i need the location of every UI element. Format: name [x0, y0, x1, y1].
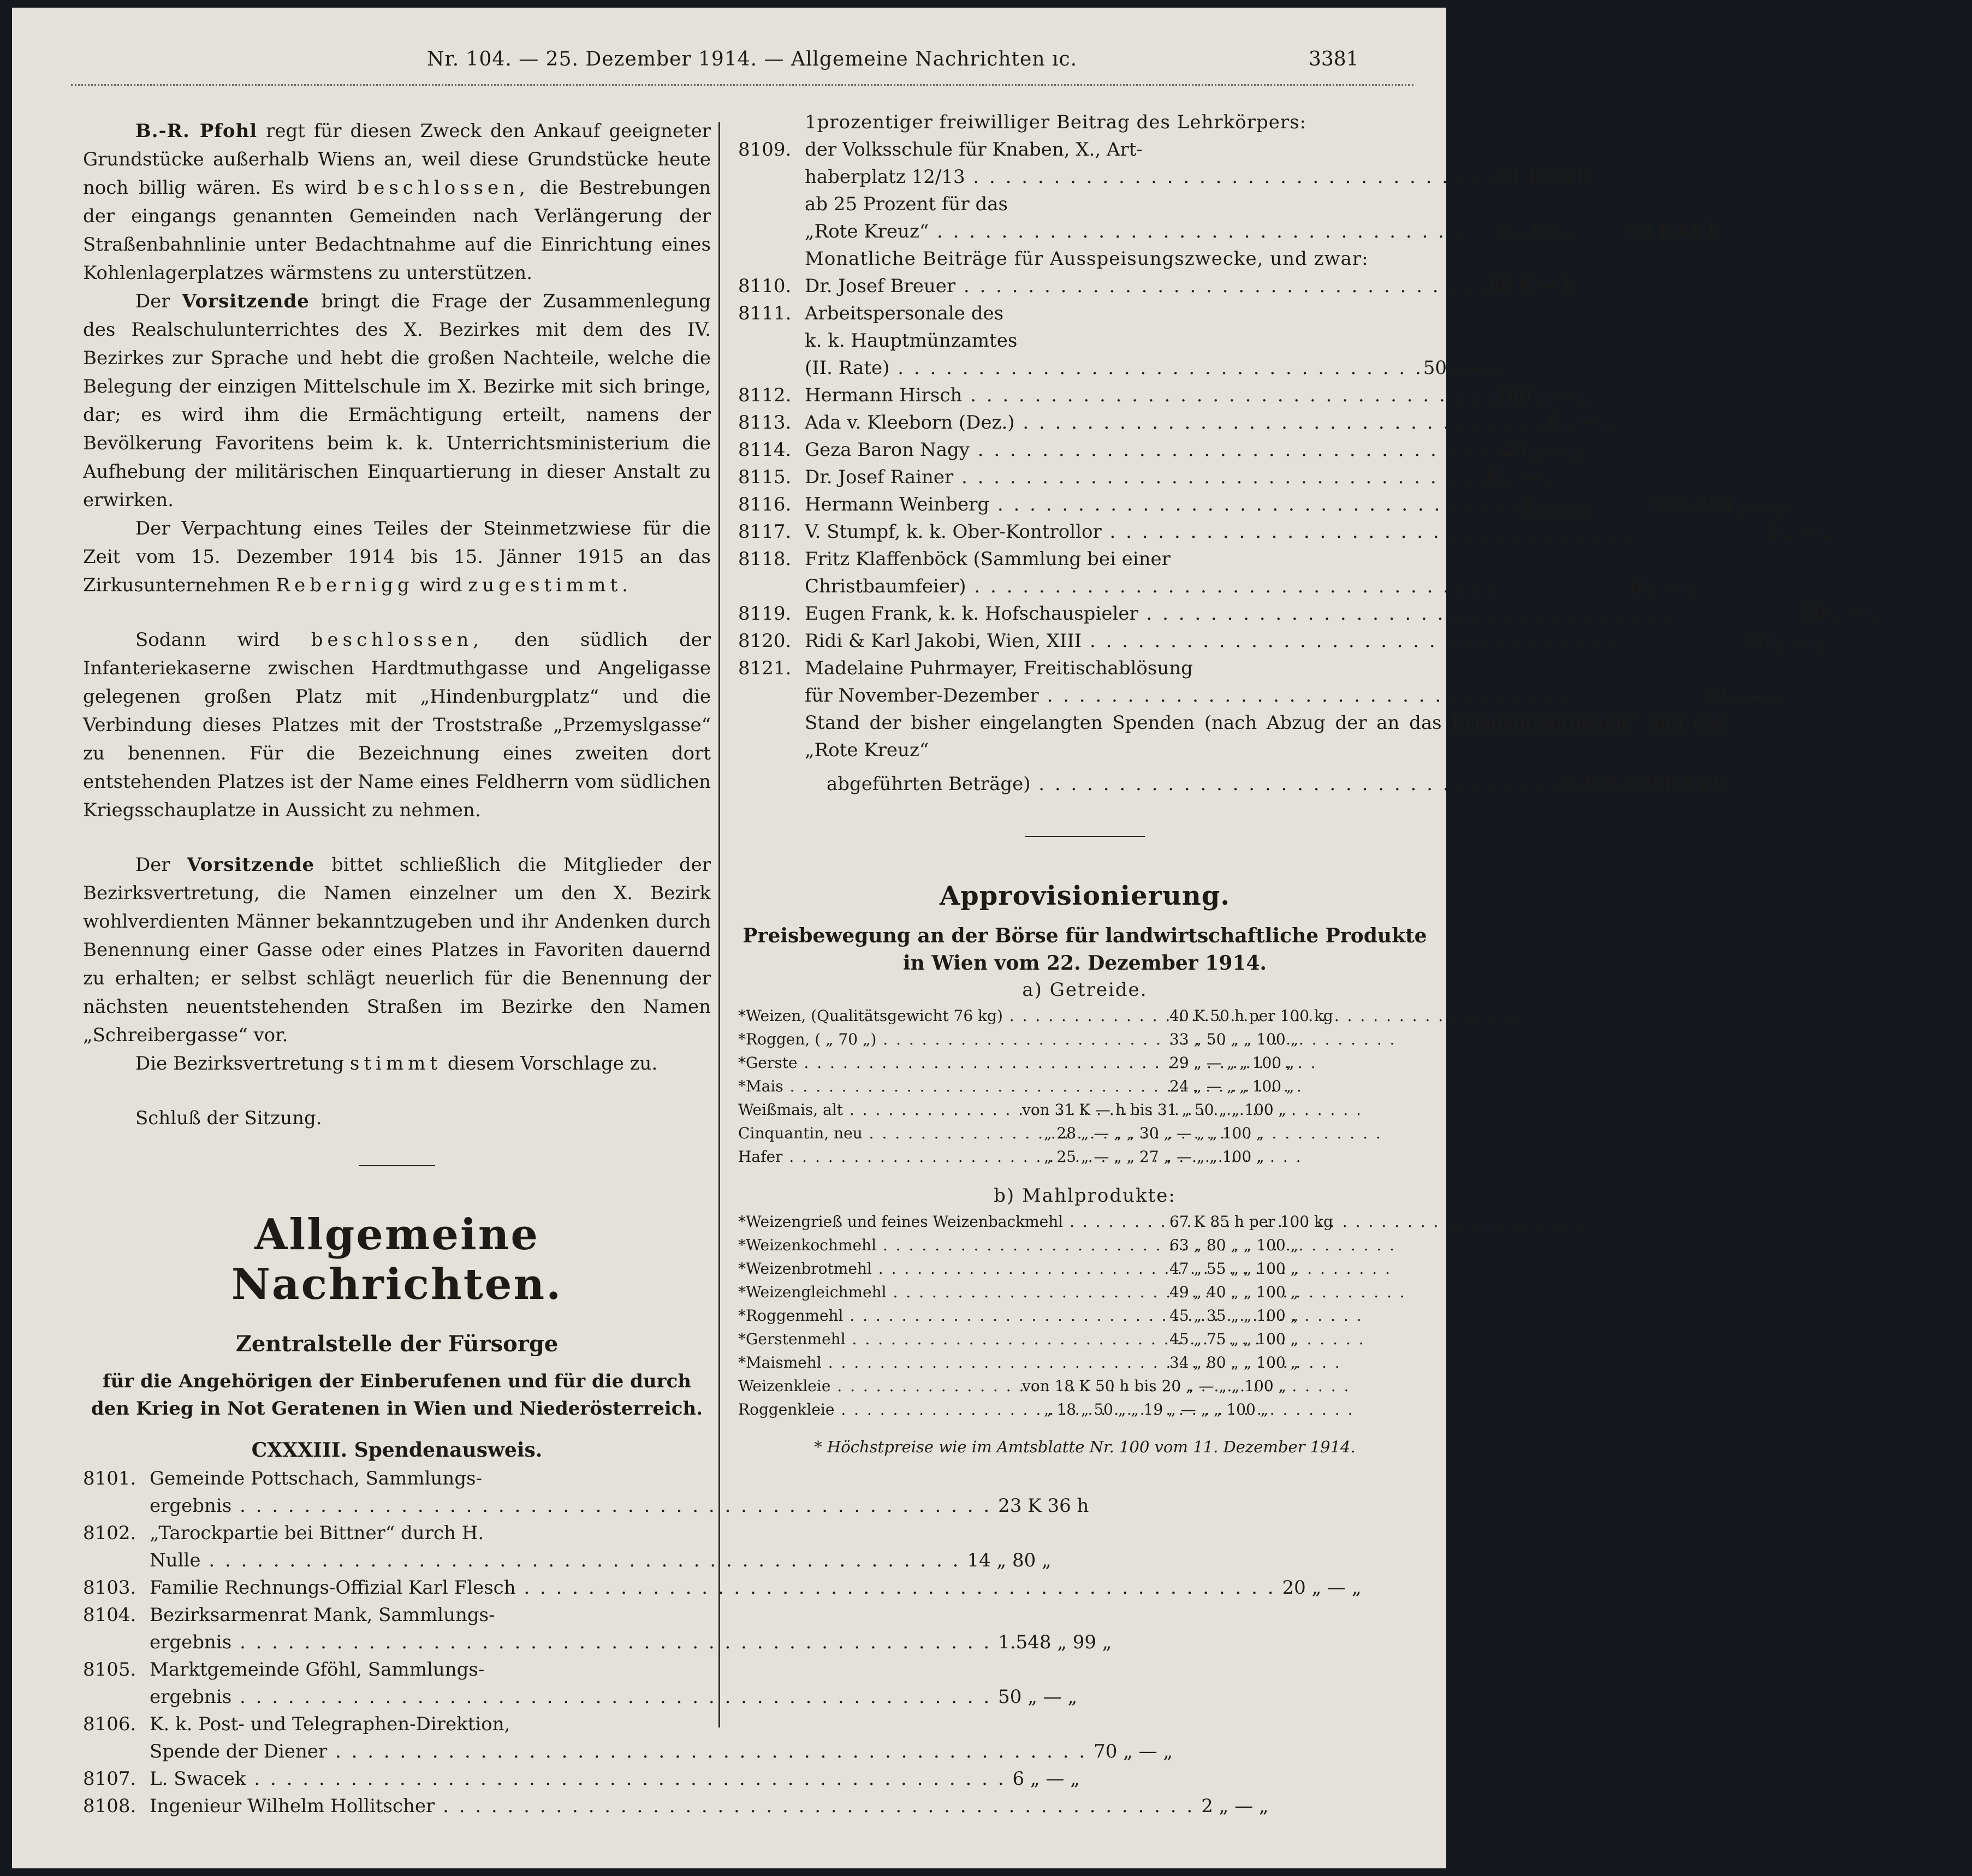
price-value: 33 „ 50 „ „ 100 „ [1169, 1030, 1299, 1048]
price-label: Hafer . . . [738, 1145, 1044, 1168]
entry-amount: 6 „ — „ [1012, 1768, 1080, 1790]
entry-label: haberplatz 12/13 . . . [805, 163, 1499, 191]
list-item [738, 272, 1575, 300]
entry-label: ergebnis . . . [150, 1629, 991, 1656]
running-header: Nr. 104. — 25. Dezember 1914. — Allgemeine Nachrichten ıc. [427, 48, 1078, 70]
list-item [738, 136, 1721, 245]
table-row [738, 1327, 1432, 1351]
entry-text: Bezirksarmenrat Mank, Sammlungs- [150, 1604, 495, 1626]
paragraph-steinmetzwiese [83, 514, 711, 599]
entry-label: für November-Dezember . . . [805, 682, 1572, 709]
entry-amount: 6 „ — „ [1487, 466, 1554, 488]
price-label: Cinquantin, neu . . . [738, 1121, 1044, 1145]
list-item [83, 1765, 1080, 1792]
entry-amount: 2 „ — „ [1201, 1795, 1269, 1817]
entry-total: 6 „ — „ [1630, 575, 1698, 597]
price-value: 67 K 85 h per 100 kg [1169, 1213, 1333, 1231]
list-item [738, 382, 1587, 409]
price-value: von 18 K 50 h bis 20 „ — „ „ 100 „ [1022, 1377, 1287, 1395]
entry-number: 8112. [738, 384, 792, 406]
summary-amount: 3,400.059 K 03 h [1564, 773, 1726, 795]
price-label: Weißmais, alt . . . [738, 1098, 1022, 1121]
entry-text: Gemeinde Pottschach, Sammlungs- [150, 1468, 483, 1489]
paragraph-text: bringt die Frage der Zusammenlegung des Realschulunterrichtes des X. Bezirkes mit dem des IV. Bezirkes zur Sprache und hebt die großen Nachteile, welche die Belegung der einzigen Mittelschule im X. Bezirke mit sich bringe, dar; es wird ihm die Ermächtigung erteilt, namens der Bevölkerung Favoritens beim k. k. Unterrichtsministerium die Aufhebung der militärischen Einquartierung in dieser Anstalt zu erwirken. [83, 290, 711, 511]
paragraph-text: Der Verpachtung eines Teiles der Steinmetzwiese für die Zeit vom 15. Dezember 1914 bis 15. Jänner 1915 an das Zirkusunternehmen [83, 518, 711, 596]
entry-label: V. Stumpf, k. k. Ober-Kontrollor . . . [805, 518, 1635, 545]
entry-number: 8102. [83, 1522, 136, 1544]
entry-number: 8117. [738, 521, 792, 543]
price-label: Roggenkleie . . . [738, 1398, 1044, 1421]
list-item [83, 1574, 1362, 1601]
price-value: 63 „ 80 „ „ 100 „ [1169, 1236, 1299, 1254]
footnote: * Höchstpreise wie im Amtsblatte Nr. 100 vom 11. Dezember 1914. [814, 1438, 1356, 1456]
entry-number: 8114. [738, 439, 792, 461]
price-label: *Weizengleichmehl . . . [738, 1280, 1169, 1304]
price-label: Weizenkleie . . . [738, 1374, 1022, 1398]
entry-text: „Tarockpartie bei Bittner“ durch H. [150, 1522, 484, 1544]
entry-text: Fritz Klaffenböck (Sammlung bei einer [805, 548, 1171, 570]
paragraph-text: die Bestrebungen der eingangs genannten Gemeinden nach Verlängerung der Straßenbahnlinie unter Bedachtnahme auf die Einrichtung eines Kohlenlagerplatzes wärmstens zu unterstützen. [83, 177, 711, 284]
table-row [738, 1145, 1432, 1168]
entry-number: 8118. [738, 548, 792, 570]
entry-text: ab 25 Prozent für das [805, 193, 1008, 215]
table-row [738, 1028, 1432, 1051]
price-label: *Gerste . . . [738, 1051, 1169, 1074]
entry-text: k. k. Hauptmünzamtes [805, 330, 1018, 352]
entry-number: 8107. [83, 1768, 136, 1790]
spaced-word: stimmt [349, 1053, 442, 1074]
list-item [83, 1656, 1078, 1711]
entry-label: ergebnis . . . [150, 1683, 991, 1711]
entry-total: 23 K 48 h [1629, 221, 1721, 242]
entry-total: 50 „ — „ [1803, 603, 1882, 625]
list-item [738, 627, 1826, 655]
subsection-subtitle: für die Angehörigen der Einberufenen und für die durch den Krieg in Not Geratenen in Wien und Niederösterreich. [91, 1370, 703, 1420]
entry-label: Hermann Hirsch . . . [805, 382, 1496, 409]
paragraph-text: Der [135, 854, 170, 876]
entry-number: 8115. [738, 466, 792, 488]
spaced-word: Rebernigg [276, 574, 414, 596]
entry-amount: 6 „ — „ [1523, 494, 1590, 515]
header-rule [71, 84, 1413, 86]
paragraph-schluss: Schluß der Sitzung. [135, 1107, 322, 1129]
price-value: 47 „ 55 „ „ 100 „ [1169, 1260, 1299, 1278]
entry-amount: 7 „ 82 „ [1498, 221, 1571, 242]
price-label: *Weizengrieß und feines Weizenbackmehl . . . [738, 1210, 1169, 1233]
entry-amount: 20 „ — „ [1282, 1577, 1362, 1599]
entry-number: 8105. [83, 1659, 136, 1681]
section-divider [359, 1165, 435, 1166]
stand-summary [738, 709, 1726, 798]
list-item [738, 655, 1783, 709]
entry-number: 8116. [738, 494, 792, 515]
paragraph-text: wird [419, 574, 462, 596]
entry-number: 8110. [738, 275, 792, 297]
entry-label: ergebnis . . . [150, 1492, 991, 1519]
table-row [738, 1351, 1432, 1374]
entry-amount: 50 „ — „ [1423, 357, 1502, 379]
table-row [738, 1374, 1432, 1398]
entry-number: 8104. [83, 1604, 136, 1626]
table-row [738, 1280, 1432, 1304]
price-value: von 31 K — h bis 31 „ 50 „ „ 100 „ [1022, 1101, 1287, 1119]
spaced-word: beschlossen, [357, 177, 530, 199]
speaker-name: Vorsitzende [187, 854, 315, 876]
entry-label: Christbaumfeier) . . . [805, 573, 1500, 600]
entry-label: „Rote Kreuz“ . . . [805, 218, 1499, 245]
price-label: *Weizenkochmehl . . . [738, 1233, 1169, 1257]
entry-amount: 6 „ — „ [1548, 412, 1616, 434]
list-item [83, 1711, 1173, 1765]
entry-amount: 50 „ — „ [998, 1686, 1078, 1708]
entry-amount: 14 „ 80 „ [967, 1550, 1052, 1571]
paragraph-text: Der [135, 290, 170, 312]
price-label: *Mais . . . [738, 1074, 1169, 1098]
price-value: 24 „ — „ „ 100 „ [1169, 1077, 1294, 1095]
paragraph-pfohl [83, 117, 711, 287]
entry-label: Nulle . . . [150, 1547, 960, 1574]
table-row [738, 1051, 1432, 1074]
entry-amount: 23 K 36 h [998, 1495, 1089, 1517]
entry-number: 8113. [738, 412, 792, 434]
entry-number: 8101. [83, 1468, 136, 1489]
list-item [83, 1601, 1112, 1656]
price-label: *Weizenbrotmehl . . . [738, 1257, 1169, 1280]
entry-number: 8106. [83, 1713, 136, 1735]
list-item [738, 300, 1502, 382]
table-row [738, 1004, 1432, 1028]
spaced-word: zugestimmt. [468, 574, 632, 596]
list-item [83, 1465, 1089, 1519]
paragraph-hindenburgplatz [83, 626, 711, 824]
list-subheading: 1prozentiger freiwilliger Beitrag des Lehrkörpers: [805, 111, 1307, 133]
summary-text: Stand der bisher eingelangten Spenden (nach Abzug der an das Kriegsfürsorgeamt“ und das „Rote Kreuz“ [805, 712, 1726, 761]
list-item [738, 518, 1834, 545]
entry-number: 8120. [738, 630, 792, 652]
price-value: „ 25 „ — „ „ 27 „ — „ „ 100 „ [1044, 1148, 1264, 1166]
spaced-word: beschlossen, [311, 629, 484, 651]
price-label: *Weizen, (Qualitätsgewicht 76 kg) . . . [738, 1004, 1169, 1028]
price-value: 34 „ 80 „ „ 100 „ [1169, 1353, 1299, 1372]
mahl-table [738, 1210, 1432, 1421]
right-column [738, 109, 1882, 1456]
list-item [83, 1792, 1269, 1820]
price-value: 45 „ 35 „ „ 100 „ [1169, 1307, 1299, 1325]
price-value: 45 „ 75 „ „ 100 „ [1169, 1330, 1299, 1348]
entry-amount: 60 K — h [1489, 275, 1575, 297]
entry-label: L. Swacek . . . [150, 1765, 1006, 1792]
price-value: 49 „ 40 „ „ 100 „ [1169, 1283, 1299, 1301]
subsection-heading: Zentralstelle der Fürsorge [235, 1331, 559, 1357]
paragraph-text: regt für diesen Zweck den Ankauf geeigneter Grundstücke außerhalb Wiens an, weil diese Grundstücke heute noch billig wären. Es wird [83, 120, 711, 199]
table-row [738, 1098, 1432, 1121]
table-row [738, 1074, 1432, 1098]
list-subheading: Monatliche Beiträge für Ausspeisungszwecke, und zwar: [805, 248, 1369, 270]
price-value: „ 18 „ 50 „ „ 19 „ — „ „ 100 „ [1044, 1400, 1269, 1418]
entry-number: 8108. [83, 1795, 136, 1817]
list-item [738, 545, 1698, 600]
entry-amount: 25 „ — „ [1503, 439, 1583, 461]
list-item [83, 1519, 1052, 1574]
entry-label: Ridi & Karl Jakobi, Wien, XIII . . . [805, 627, 1615, 655]
entry-label: Hermann Weinberg . . . [805, 491, 1523, 518]
entry-label: Geza Baron Nagy . . . [805, 436, 1503, 464]
list-item [738, 464, 1554, 491]
section-divider [1025, 836, 1145, 837]
entry-label: Dr. Josef Rainer . . . [805, 464, 1487, 491]
price-value: 29 „ — „ „ 100 „ [1169, 1054, 1294, 1072]
entry-text: Marktgemeinde Gföhl, Sammlungs- [150, 1659, 485, 1681]
paragraph-text: diesem Vorschlage zu. [447, 1053, 658, 1074]
entry-label: Familie Rechnungs-Offizial Karl Flesch . . . [150, 1574, 1276, 1601]
entry-total: 5 „ — „ [1766, 521, 1834, 543]
list-item [738, 600, 1882, 627]
speaker-name: B.-R. Pfohl [135, 120, 258, 142]
entry-amount: 100 „ — „ [1495, 384, 1587, 406]
entry-number: 8109. [738, 139, 792, 161]
price-label: *Roggenmehl . . . [738, 1304, 1169, 1327]
entry-label: Ingenieur Wilhelm Hollitscher . . . [150, 1792, 1195, 1820]
list-item [738, 436, 1583, 464]
entry-number: 8121. [738, 657, 792, 679]
entry-number: 8111. [738, 302, 792, 324]
entry-label: Ada v. Kleeborn (Dez.) . . . [805, 409, 1548, 436]
speaker-name: Vorsitzende [182, 290, 310, 312]
entry-total: 12 „ — „ [1703, 685, 1783, 707]
table-row [738, 1398, 1432, 1421]
price-label: *Maismehl . . . [738, 1351, 1169, 1374]
getreide-table [738, 1004, 1432, 1168]
entry-text: Arbeitspersonale des [805, 302, 1004, 324]
section-heading: Allgemeine Nachrichten. [231, 1210, 563, 1309]
entry-number: 8103. [83, 1577, 136, 1599]
table-row [738, 1304, 1432, 1327]
entry-total: 50 „ — „ [1746, 630, 1826, 652]
table-row [738, 1257, 1432, 1280]
summary-label: abgeführten Beträge) . . . [805, 770, 1564, 798]
price-label: *Roggen, ( „ 70 „) . . . [738, 1028, 1169, 1051]
section-heading: Approvisionierung. [939, 881, 1231, 911]
table-row [738, 1121, 1432, 1145]
list-heading: CXXXIII. Spendenausweis. [251, 1439, 543, 1462]
donation-list [83, 1465, 1362, 1820]
page-number: 3381 [1309, 48, 1359, 70]
list-item [738, 491, 1788, 518]
entry-amount: 31 K 30 h [1498, 166, 1590, 188]
paragraph-realschule [83, 287, 711, 514]
table-heading: a) Getreide. [1022, 979, 1148, 1001]
entry-total: zus. 253 „ — „ [1654, 494, 1788, 515]
price-label: *Gerstenmehl . . . [738, 1327, 1169, 1351]
newspaper-page [12, 8, 1882, 1868]
entry-label: Dr. Josef Breuer . . . [805, 272, 1489, 300]
table-row [738, 1233, 1432, 1257]
entry-amount: 1.548 „ 99 „ [998, 1631, 1112, 1653]
entry-number: 8119. [738, 603, 792, 625]
entry-label: Spende der Diener . . . [150, 1738, 1087, 1765]
entry-text: Madelaine Puhrmayer, Freitischablösung [805, 657, 1193, 679]
entry-label: Eugen Frank, k. k. Hofschauspieler . . . [805, 600, 1672, 627]
price-value: 40 K 50 h per 100 kg [1169, 1007, 1333, 1025]
price-value: „ 28 „ — „ „ 30 „ — „ „ 100 „ [1044, 1124, 1264, 1142]
paragraph-zustimmung [83, 1049, 711, 1078]
subsection-heading: Preisbewegung an der Börse für landwirtschaftliche Produkte in Wien vom 22. Dezember 1914. [743, 924, 1427, 975]
entry-amount: 70 „ — „ [1094, 1741, 1173, 1762]
paragraph-text: Sodann wird [135, 629, 280, 651]
paragraph-text: bittet schließlich die Mitglieder der Bezirksvertretung, die Namen einzelner um den X. Bezirk wohlverdienten Männer bekanntzugeben und ihr Andenken durch Benennung einer Gasse oder eines Platzes in Favoriten dauernd zu erhalten; er selbst schlägt neuerlich für die Benennung der nächsten neuentstehenden Straßen im Bezirke den Namen „Schreibergasse“ vor. [83, 854, 711, 1046]
entry-text: K. k. Post- und Telegraphen-Direktion, [150, 1713, 510, 1735]
table-heading: b) Mahlprodukte: [994, 1185, 1176, 1207]
list-item [738, 409, 1616, 436]
entry-label: (II. Rate) . . . [805, 354, 1423, 382]
paragraph-text: Die Bezirksvertretung [135, 1053, 344, 1074]
paragraph-benennung [83, 851, 711, 1049]
entry-text: der Volksschule für Knaben, X., Art- [805, 139, 1143, 161]
paragraph-text: den südlich der Infanteriekaserne zwischen Hardtmuthgasse und Angeligasse gelegenen großen Platz mit „Hindenburgplatz“ und die Verbindung dieses Platzes mit der Troststraße „Przemyslgasse“ zu benennen. Für die Bezeichnung eines zweiten dort entstehenden Platzes ist der Name eines Feldherrn vom südlichen Kriegsschauplatze in Aussicht zu nehmen. [83, 629, 711, 821]
table-row [738, 1210, 1432, 1233]
